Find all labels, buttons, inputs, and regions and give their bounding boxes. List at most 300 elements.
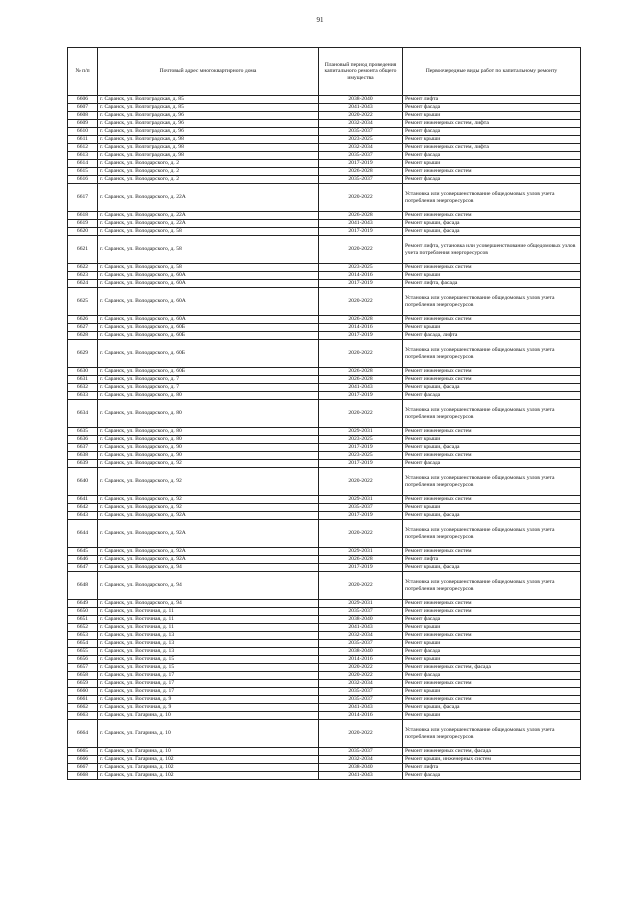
row-works: Ремонт лифта bbox=[403, 556, 581, 564]
row-works: Установка или усовершенствование общедомовых узлов учета потребления энергоресурсов bbox=[403, 340, 581, 368]
row-period: 2041-2043 bbox=[319, 220, 403, 228]
row-period: 2023-2025 bbox=[319, 136, 403, 144]
row-address: г. Саранск, ул. Володарского, д. 60Б bbox=[98, 340, 319, 368]
row-address: г. Саранск, ул. Волгоградская, д. 85 bbox=[98, 104, 319, 112]
row-number: 6632 bbox=[68, 384, 98, 392]
row-number: 6623 bbox=[68, 272, 98, 280]
table-row bbox=[68, 548, 581, 556]
row-works: Ремонт крыши bbox=[403, 272, 581, 280]
row-number: 6621 bbox=[68, 236, 98, 264]
row-works: Ремонт крыши bbox=[403, 112, 581, 120]
row-address: г. Саранск, ул. Восточная, д. 15 bbox=[98, 656, 319, 664]
table-row bbox=[68, 640, 581, 648]
row-number: 6615 bbox=[68, 168, 98, 176]
row-number: 6649 bbox=[68, 600, 98, 608]
row-number: 6616 bbox=[68, 176, 98, 184]
row-period: 2026-2028 bbox=[319, 316, 403, 324]
row-number: 6608 bbox=[68, 112, 98, 120]
row-number: 6647 bbox=[68, 564, 98, 572]
row-works: Ремонт фасада, лифта bbox=[403, 332, 581, 340]
table-row bbox=[68, 112, 581, 120]
table-row bbox=[68, 756, 581, 764]
header-works: Первоочередные виды работ по капитальному ремонту bbox=[403, 48, 581, 96]
row-works: Ремонт фасада bbox=[403, 176, 581, 184]
table-row bbox=[68, 184, 581, 212]
table-row bbox=[68, 680, 581, 688]
row-period: 2026-2028 bbox=[319, 368, 403, 376]
row-works: Установка или усовершенствование общедомовых узлов учета потребления энергоресурсов bbox=[403, 520, 581, 548]
row-address: г. Саранск, ул. Володарского, д. 58 bbox=[98, 228, 319, 236]
row-works: Ремонт лифта bbox=[403, 764, 581, 772]
row-works: Установка или усовершенствование общедомовых узлов учета потребления энергоресурсов bbox=[403, 572, 581, 600]
row-address: г. Саранск, ул. Володарского, д. 92 bbox=[98, 496, 319, 504]
row-period: 2029-2031 bbox=[319, 548, 403, 556]
row-works: Ремонт фасада bbox=[403, 152, 581, 160]
row-period: 2014-2016 bbox=[319, 272, 403, 280]
row-works: Ремонт крыши, фасада bbox=[403, 220, 581, 228]
row-address: г. Саранск, ул. Володарского, д. 7 bbox=[98, 376, 319, 384]
row-works: Ремонт крыши bbox=[403, 436, 581, 444]
row-address: г. Саранск, ул. Володарского, д. 22А bbox=[98, 220, 319, 228]
row-address: г. Саранск, ул. Володарского, д. 58 bbox=[98, 264, 319, 272]
row-period: 2032-2034 bbox=[319, 120, 403, 128]
row-period: 2038-2040 bbox=[319, 616, 403, 624]
row-works: Ремонт крыши, инженерных систем bbox=[403, 756, 581, 764]
row-period: 2020-2022 bbox=[319, 340, 403, 368]
row-period: 2017-2019 bbox=[319, 228, 403, 236]
table-row bbox=[68, 720, 581, 748]
table-row bbox=[68, 168, 581, 176]
table-row bbox=[68, 428, 581, 436]
table-row bbox=[68, 280, 581, 288]
table-row bbox=[68, 496, 581, 504]
row-number: 6652 bbox=[68, 624, 98, 632]
row-works: Ремонт крыши bbox=[403, 160, 581, 168]
row-period: 2017-2019 bbox=[319, 444, 403, 452]
table-row bbox=[68, 672, 581, 680]
table-row bbox=[68, 104, 581, 112]
row-works: Установка или усовершенствование общедомовых узлов учета потребления энергоресурсов bbox=[403, 720, 581, 748]
row-number: 6645 bbox=[68, 548, 98, 556]
row-address: г. Саранск, ул. Восточная, д. 13 bbox=[98, 648, 319, 656]
row-number: 6611 bbox=[68, 136, 98, 144]
row-number: 6614 bbox=[68, 160, 98, 168]
row-works: Ремонт инженерных систем, фасада bbox=[403, 664, 581, 672]
row-period: 2014-2016 bbox=[319, 656, 403, 664]
row-address: г. Саранск, ул. Восточная, д. 13 bbox=[98, 640, 319, 648]
row-period: 2023-2025 bbox=[319, 436, 403, 444]
row-number: 6607 bbox=[68, 104, 98, 112]
row-number: 6640 bbox=[68, 468, 98, 496]
row-address: г. Саранск, ул. Волгоградская, д. 96 bbox=[98, 120, 319, 128]
row-number: 6659 bbox=[68, 680, 98, 688]
row-number: 6627 bbox=[68, 324, 98, 332]
table-row bbox=[68, 748, 581, 756]
row-period: 2032-2034 bbox=[319, 144, 403, 152]
row-period: 2026-2028 bbox=[319, 212, 403, 220]
row-number: 6629 bbox=[68, 340, 98, 368]
table-row bbox=[68, 688, 581, 696]
row-number: 6631 bbox=[68, 376, 98, 384]
row-works: Ремонт инженерных систем bbox=[403, 548, 581, 556]
row-works: Ремонт инженерных систем, фасада bbox=[403, 748, 581, 756]
row-works: Установка или усовершенствование общедомовых узлов учета потребления энергоресурсов bbox=[403, 288, 581, 316]
table-row bbox=[68, 236, 581, 264]
table-row bbox=[68, 176, 581, 184]
row-number: 6606 bbox=[68, 96, 98, 104]
row-period: 2029-2031 bbox=[319, 600, 403, 608]
row-number: 6658 bbox=[68, 672, 98, 680]
row-address: г. Саранск, ул. Володарского, д. 94 bbox=[98, 572, 319, 600]
table-row bbox=[68, 324, 581, 332]
table-row bbox=[68, 332, 581, 340]
page-number: 91 bbox=[316, 16, 324, 24]
header-address: Почтовый адрес многоквартирного дома bbox=[98, 48, 319, 96]
row-works: Ремонт инженерных систем bbox=[403, 608, 581, 616]
row-works: Ремонт инженерных систем bbox=[403, 168, 581, 176]
row-works: Ремонт лифта, установка или усовершенствование общедомовых узлов учета потребления энергоресурсов bbox=[403, 236, 581, 264]
table-row bbox=[68, 152, 581, 160]
row-period: 2038-2040 bbox=[319, 648, 403, 656]
row-works: Ремонт крыши bbox=[403, 136, 581, 144]
table-row bbox=[68, 556, 581, 564]
row-number: 6661 bbox=[68, 696, 98, 704]
row-number: 6642 bbox=[68, 504, 98, 512]
table-row bbox=[68, 564, 581, 572]
row-period: 2020-2022 bbox=[319, 400, 403, 428]
row-address: г. Саранск, ул. Володарского, д. 7 bbox=[98, 384, 319, 392]
row-works: Ремонт фасада bbox=[403, 772, 581, 780]
row-period: 2035-2037 bbox=[319, 608, 403, 616]
table-row bbox=[68, 128, 581, 136]
table-body bbox=[68, 96, 581, 780]
row-works: Ремонт крыши bbox=[403, 688, 581, 696]
table-row bbox=[68, 696, 581, 704]
row-address: г. Саранск, ул. Волгоградская, д. 85 bbox=[98, 96, 319, 104]
row-address: г. Саранск, ул. Восточная, д. 11 bbox=[98, 624, 319, 632]
row-period: 2029-2031 bbox=[319, 428, 403, 436]
row-works: Ремонт крыши bbox=[403, 624, 581, 632]
row-period: 2032-2034 bbox=[319, 680, 403, 688]
row-number: 6628 bbox=[68, 332, 98, 340]
row-number: 6638 bbox=[68, 452, 98, 460]
row-works: Ремонт крыши, фасада bbox=[403, 564, 581, 572]
row-address: г. Саранск, ул. Володарского, д. 92А bbox=[98, 556, 319, 564]
row-period: 2026-2028 bbox=[319, 376, 403, 384]
row-works: Ремонт лифта, фасада bbox=[403, 280, 581, 288]
row-number: 6648 bbox=[68, 572, 98, 600]
row-period: 2020-2022 bbox=[319, 572, 403, 600]
row-address: г. Саранск, ул. Володарского, д. 80 bbox=[98, 400, 319, 428]
row-address: г. Саранск, ул. Волгоградская, д. 98 bbox=[98, 152, 319, 160]
row-number: 6665 bbox=[68, 748, 98, 756]
table-row bbox=[68, 144, 581, 152]
table-row bbox=[68, 136, 581, 144]
row-works: Ремонт инженерных систем bbox=[403, 316, 581, 324]
row-number: 6617 bbox=[68, 184, 98, 212]
row-period: 2035-2037 bbox=[319, 504, 403, 512]
row-works: Установка или усовершенствование общедомовых узлов учета потребления энергоресурсов bbox=[403, 400, 581, 428]
row-works: Ремонт фасада bbox=[403, 104, 581, 112]
row-number: 6609 bbox=[68, 120, 98, 128]
row-works: Ремонт фасада bbox=[403, 648, 581, 656]
header-period: Плановый период проведения капитального ремонта общего имущества bbox=[319, 48, 403, 96]
row-address: г. Саранск, ул. Володарского, д. 2 bbox=[98, 160, 319, 168]
row-period: 2020-2022 bbox=[319, 672, 403, 680]
row-address: г. Саранск, ул. Володарского, д. 90 bbox=[98, 452, 319, 460]
table-row bbox=[68, 460, 581, 468]
table-row bbox=[68, 436, 581, 444]
row-number: 6653 bbox=[68, 632, 98, 640]
row-number: 6657 bbox=[68, 664, 98, 672]
row-address: г. Саранск, ул. Восточная, д. 9 bbox=[98, 704, 319, 712]
row-number: 6666 bbox=[68, 756, 98, 764]
row-number: 6620 bbox=[68, 228, 98, 236]
table-row bbox=[68, 368, 581, 376]
row-period: 2017-2019 bbox=[319, 512, 403, 520]
row-works: Ремонт инженерных систем bbox=[403, 680, 581, 688]
table-row bbox=[68, 704, 581, 712]
row-number: 6626 bbox=[68, 316, 98, 324]
row-number: 6635 bbox=[68, 428, 98, 436]
row-period: 2017-2019 bbox=[319, 564, 403, 572]
row-address: г. Саранск, ул. Володарского, д. 92А bbox=[98, 520, 319, 548]
row-period: 2020-2022 bbox=[319, 236, 403, 264]
row-number: 6662 bbox=[68, 704, 98, 712]
row-number: 6639 bbox=[68, 460, 98, 468]
row-address: г. Саранск, ул. Володарского, д. 60Б bbox=[98, 324, 319, 332]
table-row bbox=[68, 452, 581, 460]
row-period: 2041-2043 bbox=[319, 772, 403, 780]
row-address: г. Саранск, ул. Гагарина, д. 10 bbox=[98, 720, 319, 748]
row-address: г. Саранск, ул. Володарского, д. 2 bbox=[98, 168, 319, 176]
table-row bbox=[68, 600, 581, 608]
table-row bbox=[68, 220, 581, 228]
row-address: г. Саранск, ул. Володарского, д. 60А bbox=[98, 280, 319, 288]
row-period: 2014-2016 bbox=[319, 324, 403, 332]
row-works: Ремонт инженерных систем, лифта bbox=[403, 144, 581, 152]
row-number: 6656 bbox=[68, 656, 98, 664]
row-address: г. Саранск, ул. Гагарина, д. 10 bbox=[98, 712, 319, 720]
table-row bbox=[68, 120, 581, 128]
row-period: 2017-2019 bbox=[319, 392, 403, 400]
row-period: 2038-2040 bbox=[319, 764, 403, 772]
table-header-row bbox=[68, 48, 581, 96]
row-period: 2023-2025 bbox=[319, 264, 403, 272]
table-row bbox=[68, 160, 581, 168]
row-period: 2017-2019 bbox=[319, 280, 403, 288]
row-period: 2017-2019 bbox=[319, 460, 403, 468]
row-number: 6668 bbox=[68, 772, 98, 780]
row-number: 6646 bbox=[68, 556, 98, 564]
row-number: 6613 bbox=[68, 152, 98, 160]
row-works: Ремонт фасада bbox=[403, 672, 581, 680]
row-address: г. Саранск, ул. Гагарина, д. 10 bbox=[98, 748, 319, 756]
row-works: Ремонт инженерных систем bbox=[403, 376, 581, 384]
row-period: 2038-2040 bbox=[319, 96, 403, 104]
row-number: 6664 bbox=[68, 720, 98, 748]
table-row bbox=[68, 512, 581, 520]
row-address: г. Саранск, ул. Володарского, д. 80 bbox=[98, 392, 319, 400]
row-address: г. Саранск, ул. Восточная, д. 11 bbox=[98, 608, 319, 616]
row-period: 2041-2043 bbox=[319, 704, 403, 712]
row-period: 2032-2034 bbox=[319, 756, 403, 764]
row-period: 2035-2037 bbox=[319, 640, 403, 648]
row-period: 2020-2022 bbox=[319, 664, 403, 672]
row-period: 2035-2037 bbox=[319, 688, 403, 696]
row-works: Установка или усовершенствование общедомовых узлов учета потребления энергоресурсов bbox=[403, 468, 581, 496]
table-row bbox=[68, 264, 581, 272]
table-row bbox=[68, 468, 581, 496]
row-address: г. Саранск, ул. Володарского, д. 80 bbox=[98, 436, 319, 444]
row-period: 2020-2022 bbox=[319, 184, 403, 212]
header-num: № п/п bbox=[68, 48, 98, 96]
row-address: г. Саранск, ул. Гагарина, д. 102 bbox=[98, 764, 319, 772]
row-works: Ремонт инженерных систем bbox=[403, 496, 581, 504]
row-address: г. Саранск, ул. Володарского, д. 60Б bbox=[98, 368, 319, 376]
row-works: Ремонт фасада bbox=[403, 128, 581, 136]
table-row bbox=[68, 624, 581, 632]
row-number: 6650 bbox=[68, 608, 98, 616]
row-address: г. Саранск, ул. Восточная, д. 13 bbox=[98, 632, 319, 640]
table-row bbox=[68, 340, 581, 368]
table-row bbox=[68, 504, 581, 512]
row-period: 2032-2034 bbox=[319, 632, 403, 640]
row-address: г. Саранск, ул. Володарского, д. 92 bbox=[98, 460, 319, 468]
row-works: Установка или усовершенствование общедомовых узлов учета потребления энергоресурсов bbox=[403, 184, 581, 212]
table-row bbox=[68, 316, 581, 324]
row-address: г. Саранск, ул. Гагарина, д. 102 bbox=[98, 772, 319, 780]
row-number: 6660 bbox=[68, 688, 98, 696]
row-works: Ремонт крыши, фасада bbox=[403, 444, 581, 452]
row-address: г. Саранск, ул. Володарского, д. 94 bbox=[98, 564, 319, 572]
row-works: Ремонт инженерных систем bbox=[403, 264, 581, 272]
row-works: Ремонт лифта bbox=[403, 96, 581, 104]
row-works: Ремонт крыши, фасада bbox=[403, 384, 581, 392]
table-row bbox=[68, 648, 581, 656]
row-period: 2041-2043 bbox=[319, 384, 403, 392]
table-row bbox=[68, 712, 581, 720]
row-address: г. Саранск, ул. Володарского, д. 2 bbox=[98, 176, 319, 184]
table-row bbox=[68, 400, 581, 428]
row-works: Ремонт инженерных систем bbox=[403, 368, 581, 376]
row-works: Ремонт инженерных систем bbox=[403, 428, 581, 436]
row-number: 6610 bbox=[68, 128, 98, 136]
row-period: 2020-2022 bbox=[319, 520, 403, 548]
row-address: г. Саранск, ул. Володарского, д. 22А bbox=[98, 184, 319, 212]
row-address: г. Саранск, ул. Володарского, д. 90 bbox=[98, 444, 319, 452]
table-row bbox=[68, 616, 581, 624]
row-works: Ремонт крыши bbox=[403, 640, 581, 648]
row-number: 6622 bbox=[68, 264, 98, 272]
table-row bbox=[68, 764, 581, 772]
row-period: 2023-2025 bbox=[319, 452, 403, 460]
table-row bbox=[68, 272, 581, 280]
row-number: 6625 bbox=[68, 288, 98, 316]
row-number: 6612 bbox=[68, 144, 98, 152]
row-number: 6618 bbox=[68, 212, 98, 220]
table-row bbox=[68, 632, 581, 640]
row-number: 6634 bbox=[68, 400, 98, 428]
row-number: 6641 bbox=[68, 496, 98, 504]
row-works: Ремонт фасада bbox=[403, 460, 581, 468]
row-number: 6654 bbox=[68, 640, 98, 648]
row-address: г. Саранск, ул. Восточная, д. 9 bbox=[98, 696, 319, 704]
table-row bbox=[68, 608, 581, 616]
row-works: Ремонт инженерных систем bbox=[403, 452, 581, 460]
row-period: 2020-2022 bbox=[319, 720, 403, 748]
row-period: 2041-2043 bbox=[319, 104, 403, 112]
row-number: 6636 bbox=[68, 436, 98, 444]
row-works: Ремонт крыши, фасада bbox=[403, 704, 581, 712]
row-number: 6667 bbox=[68, 764, 98, 772]
row-works: Ремонт крыши bbox=[403, 656, 581, 664]
row-works: Ремонт крыши bbox=[403, 712, 581, 720]
row-address: г. Саранск, ул. Волгоградская, д. 98 bbox=[98, 144, 319, 152]
row-address: г. Саранск, ул. Володарского, д. 80 bbox=[98, 428, 319, 436]
row-works: Ремонт инженерных систем bbox=[403, 696, 581, 704]
row-works: Ремонт фасада bbox=[403, 616, 581, 624]
row-period: 2020-2022 bbox=[319, 468, 403, 496]
row-period: 2035-2037 bbox=[319, 696, 403, 704]
row-address: г. Саранск, ул. Волгоградская, д. 98 bbox=[98, 136, 319, 144]
row-period: 2020-2022 bbox=[319, 288, 403, 316]
row-address: г. Саранск, ул. Володарского, д. 92А bbox=[98, 512, 319, 520]
table-row bbox=[68, 772, 581, 780]
row-period: 2017-2019 bbox=[319, 332, 403, 340]
row-period: 2035-2037 bbox=[319, 748, 403, 756]
row-address: г. Саранск, ул. Володарского, д. 60А bbox=[98, 288, 319, 316]
table-row bbox=[68, 212, 581, 220]
row-period: 2035-2037 bbox=[319, 128, 403, 136]
row-address: г. Саранск, ул. Восточная, д. 17 bbox=[98, 688, 319, 696]
row-works: Ремонт фасада bbox=[403, 392, 581, 400]
table-row bbox=[68, 656, 581, 664]
row-address: г. Саранск, ул. Волгоградская, д. 96 bbox=[98, 128, 319, 136]
row-address: г. Саранск, ул. Волгоградская, д. 96 bbox=[98, 112, 319, 120]
table-row bbox=[68, 444, 581, 452]
row-number: 6644 bbox=[68, 520, 98, 548]
row-works: Ремонт крыши bbox=[403, 504, 581, 512]
row-works: Ремонт инженерных систем, лифта bbox=[403, 120, 581, 128]
table-row bbox=[68, 384, 581, 392]
row-works: Ремонт крыши bbox=[403, 324, 581, 332]
row-address: г. Саранск, ул. Володарского, д. 94 bbox=[98, 600, 319, 608]
row-period: 2014-2016 bbox=[319, 712, 403, 720]
row-address: г. Саранск, ул. Володарского, д. 92 bbox=[98, 504, 319, 512]
row-works: Ремонт инженерных систем bbox=[403, 212, 581, 220]
row-address: г. Саранск, ул. Володарского, д. 58 bbox=[98, 236, 319, 264]
repair-schedule-table bbox=[67, 47, 581, 780]
row-period: 2026-2028 bbox=[319, 556, 403, 564]
row-address: г. Саранск, ул. Володарского, д. 22А bbox=[98, 212, 319, 220]
table-row bbox=[68, 228, 581, 236]
row-period: 2017-2019 bbox=[319, 160, 403, 168]
table-row bbox=[68, 392, 581, 400]
row-works: Ремонт инженерных систем bbox=[403, 600, 581, 608]
table-row bbox=[68, 96, 581, 104]
row-address: г. Саранск, ул. Володарского, д. 92 bbox=[98, 468, 319, 496]
row-period: 2026-2028 bbox=[319, 168, 403, 176]
row-period: 2035-2037 bbox=[319, 152, 403, 160]
row-period: 2035-2037 bbox=[319, 176, 403, 184]
row-number: 6630 bbox=[68, 368, 98, 376]
row-address: г. Саранск, ул. Володарского, д. 60А bbox=[98, 316, 319, 324]
row-number: 6655 bbox=[68, 648, 98, 656]
table-row bbox=[68, 572, 581, 600]
row-number: 6619 bbox=[68, 220, 98, 228]
row-works: Ремонт крыши, фасада bbox=[403, 228, 581, 236]
